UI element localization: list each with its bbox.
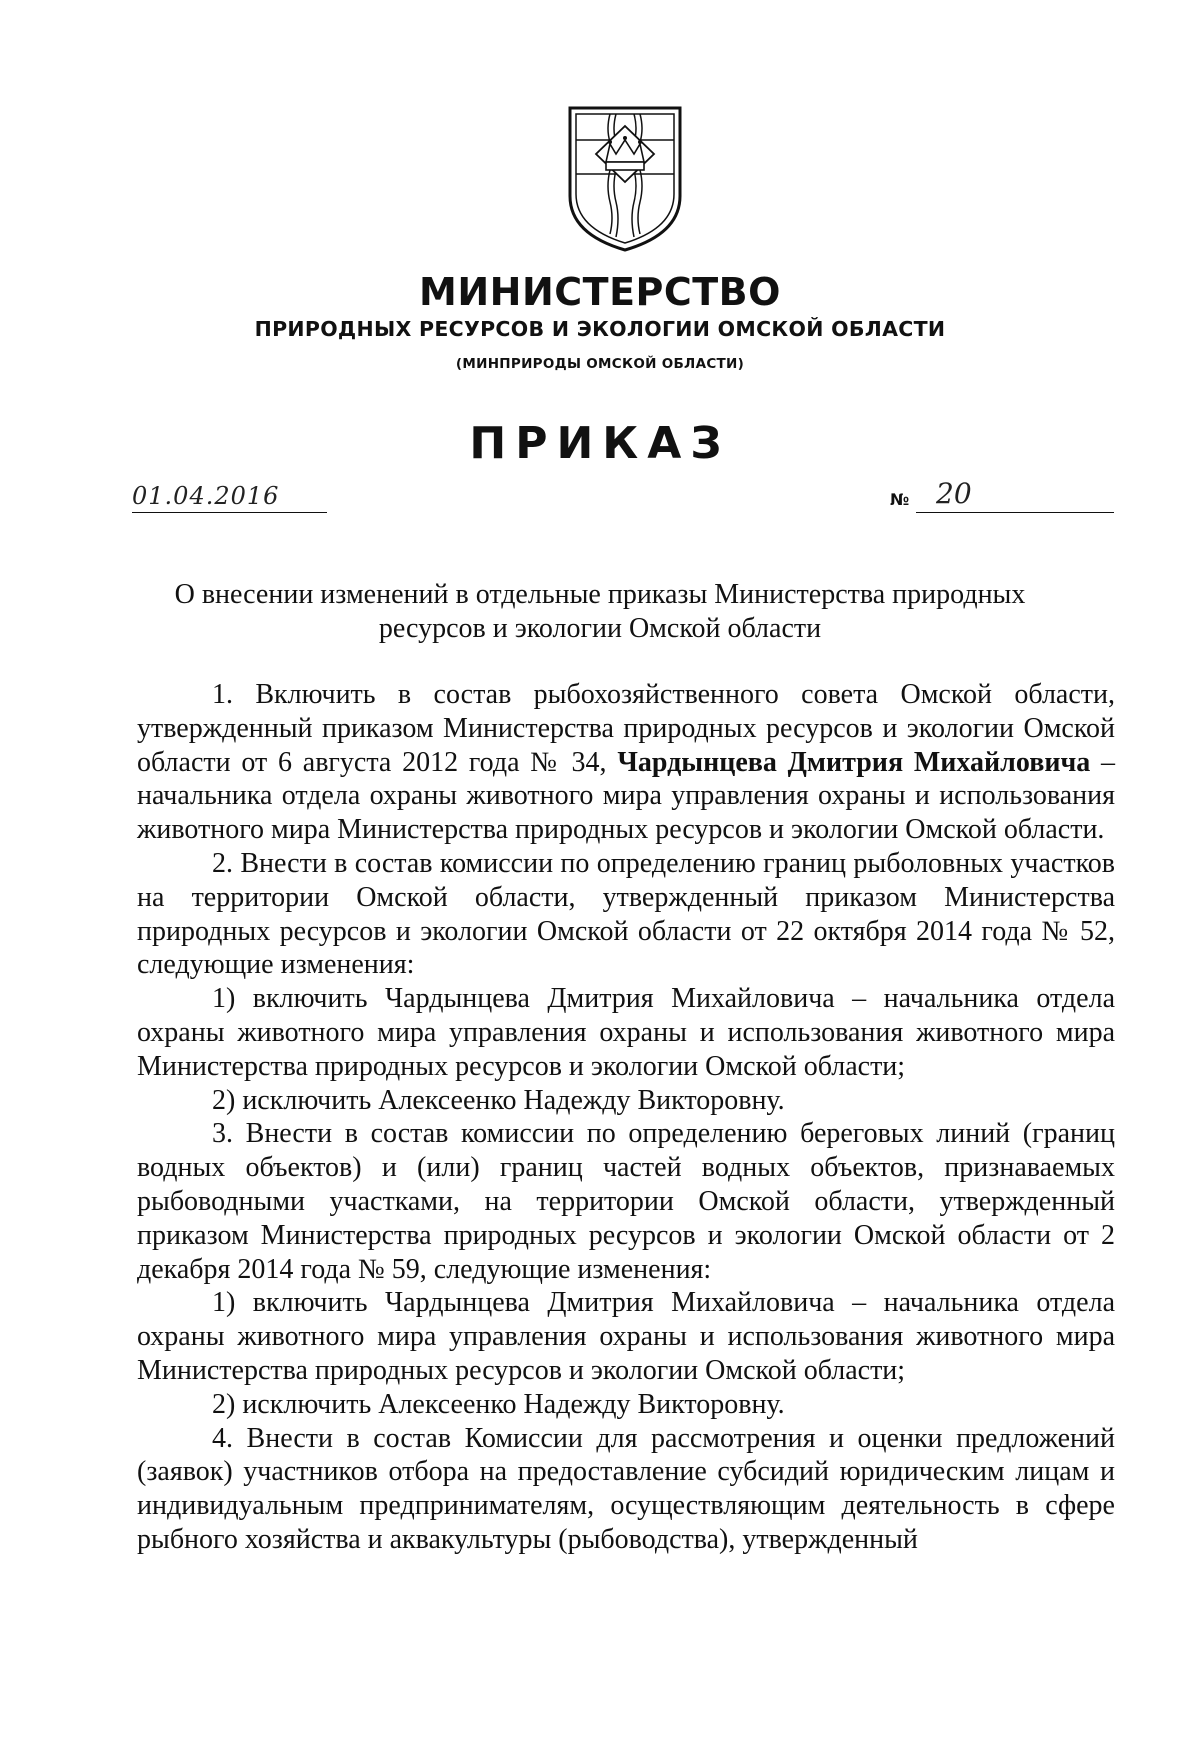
date-field: [132, 480, 327, 513]
subject-line-1: О внесении изменений в отдельные приказы Министерства природных: [174, 579, 1026, 610]
document-body: [137, 678, 1115, 1557]
subject-line-2: ресурсов и экологии Омской области: [378, 613, 822, 644]
paragraph-3-2: 2) исключить Алексеенко Надежду Викторовну.: [212, 1388, 785, 1420]
date-value: 01.04.2016: [132, 482, 280, 510]
number-field: [916, 477, 1114, 513]
paragraph-2: 2. Внести в состав комиссии по определению границ рыболовных участков на территории Омской области, утвержденный приказом Министерства природных ресурсов и экологии Омской области от 22 октября 2014 года № 52, следующие изменения:: [137, 847, 1115, 981]
paragraph-3-1: 1) включить Чардынцева Дмитрия Михайловича – начальника отдела охраны животного мира управления охраны и использования животного мира Министерства природных ресурсов и экологии Омской области;: [137, 1287, 1115, 1386]
number-value: 20: [936, 477, 972, 510]
p1-text-after: – начальника отдела охраны животного мира управления охраны и использования животного мира Министерства природных ресурсов и экологии Омской области.: [137, 746, 1116, 846]
org-short-name: (МИНПРИРОДЫ ОМСКОЙ ОБЛАСТИ): [455, 356, 745, 372]
org-subtitle: ПРИРОДНЫХ РЕСУРСОВ И ЭКОЛОГИИ ОМСКОЙ ОБЛАСТИ: [254, 317, 946, 341]
number-label: №: [890, 490, 910, 509]
paragraph-2-1: 1) включить Чардынцева Дмитрия Михайловича – начальника отдела охраны животного мира управления охраны и использования животного мира Министерства природных ресурсов и экологии Омской области;: [137, 983, 1115, 1082]
paragraph-1: [137, 678, 1115, 847]
paragraph-4: 4. Внести в состав Комиссии для рассмотрения и оценки предложений (заявок) участников отбора на предоставление субсидий юридическим лицам и индивидуальным предпринимателям, осуществляющим деятельность в сфере рыбного хозяйства и аквакультуры (рыбоводства), утвержденный: [137, 1422, 1115, 1555]
org-title: МИНИСТЕРСТВО: [419, 270, 781, 314]
document-subject: [140, 578, 1060, 646]
coat-of-arms-icon: [566, 104, 684, 254]
document-type: ПРИКАЗ: [469, 418, 731, 469]
paragraph-3: 3. Внести в состав комиссии по определению береговых линий (границ водных объектов) и (или) границ частей водных объектов, признаваемых рыбоводными участками, на территории Омской области, утвержденный приказом Министерства природных ресурсов и экологии Омской области от 2 декабря 2014 года № 59, следующие изменения:: [137, 1118, 1115, 1285]
p1-text-before: 1. Включить в состав рыбохозяйственного совета Омской области, утвержденный приказом Министерства природных ресурсов и экологии Омской области от 6 августа 2012 года № 34,: [137, 679, 1115, 778]
p1-person-name: Чардынцева Дмитрия Михайловича: [617, 746, 1091, 778]
paragraph-2-2: 2) исключить Алексеенко Надежду Викторовну.: [212, 1084, 785, 1116]
